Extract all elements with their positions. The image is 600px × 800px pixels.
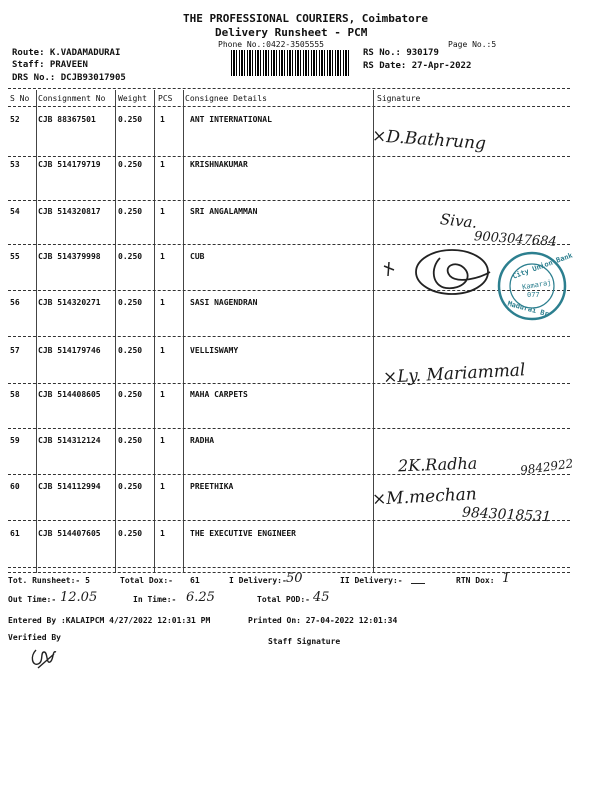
cell-consignment: CJB 514407605 bbox=[38, 529, 101, 538]
col-header-consignment: Consignment No bbox=[38, 94, 106, 103]
total-dox-value: 61 bbox=[190, 576, 200, 585]
cell-pcs: 1 bbox=[160, 115, 165, 124]
out-time-label: Out Time:- bbox=[8, 595, 57, 604]
cell-weight: 0.250 bbox=[118, 160, 143, 169]
row-divider bbox=[8, 156, 570, 157]
table-header-rule bbox=[8, 106, 570, 107]
cell-pcs: 1 bbox=[160, 390, 165, 399]
cell-pcs: 1 bbox=[160, 252, 165, 261]
cell-sno: 57 bbox=[10, 346, 20, 355]
cell-pcs: 1 bbox=[160, 482, 165, 491]
cell-consignee: MAHA CARPETS bbox=[190, 390, 248, 399]
cell-pcs: 1 bbox=[160, 529, 165, 538]
cell-weight: 0.250 bbox=[118, 390, 143, 399]
cell-consignee: SRI ANGALAMMAN bbox=[190, 207, 258, 216]
signature-row-52: ×D.Bathrung bbox=[371, 126, 487, 154]
cell-consignment: CJB 514179719 bbox=[38, 160, 101, 169]
col-header-pcs: PCS bbox=[158, 94, 173, 103]
i-delivery-label: I Delivery:- bbox=[229, 576, 287, 585]
cell-consignment: CJB 514312124 bbox=[38, 436, 101, 445]
cell-sno: 52 bbox=[10, 115, 20, 124]
verified-by-label: Verified By bbox=[8, 633, 61, 642]
signature-row-54: Siva. bbox=[439, 210, 479, 232]
table-row bbox=[0, 482, 600, 498]
cell-weight: 0.250 bbox=[118, 529, 143, 538]
cell-consignment: CJB 88367501 bbox=[38, 115, 96, 124]
cell-pcs: 1 bbox=[160, 207, 165, 216]
cell-weight: 0.250 bbox=[118, 207, 143, 216]
cell-sno: 59 bbox=[10, 436, 20, 445]
phone-number: Phone No.:0422-3505555 bbox=[218, 40, 324, 49]
cell-sno: 61 bbox=[10, 529, 20, 538]
col-header-sno: S No bbox=[10, 94, 30, 103]
cell-pcs: 1 bbox=[160, 346, 165, 355]
cell-consignment: CJB 514112994 bbox=[38, 482, 101, 491]
cell-consignee: ANT INTERNATIONAL bbox=[190, 115, 272, 124]
stamp-text-bank: City Union Bank bbox=[511, 251, 574, 281]
cell-consignment: CJB 514320271 bbox=[38, 298, 101, 307]
staff: Staff: PRAVEEN bbox=[12, 60, 88, 70]
cell-consignee: KRISHNAKUMAR bbox=[190, 160, 248, 169]
stamp-text-code: 077 bbox=[527, 291, 540, 299]
cell-consignee: VELLISWAMY bbox=[190, 346, 239, 355]
printed-on: Printed On: 27-04-2022 12:01:34 bbox=[248, 616, 398, 625]
cell-sno: 56 bbox=[10, 298, 20, 307]
signature-row-57: ×Ly. Mariammal bbox=[382, 360, 526, 388]
cell-sno: 54 bbox=[10, 207, 20, 216]
cell-weight: 0.250 bbox=[118, 436, 143, 445]
table-top-rule bbox=[8, 88, 570, 89]
cell-weight: 0.250 bbox=[118, 298, 143, 307]
table-row bbox=[0, 390, 600, 406]
cell-weight: 0.250 bbox=[118, 115, 143, 124]
cell-weight: 0.250 bbox=[118, 252, 143, 261]
i-delivery-value: 50 bbox=[286, 571, 303, 586]
cell-consignment: CJB 514408605 bbox=[38, 390, 101, 399]
row-divider bbox=[8, 567, 570, 568]
total-dox-label: Total Dox:- bbox=[120, 576, 173, 585]
verified-by-signature bbox=[28, 646, 64, 672]
entered-by: Entered By :KALAIPCM 4/27/2022 12:01:31 PM bbox=[8, 616, 211, 625]
company-name: THE PROFESSIONAL COURIERS, Coimbatore bbox=[183, 12, 429, 25]
in-time-label: In Time:- bbox=[133, 595, 177, 604]
cell-consignment: CJB 514179746 bbox=[38, 346, 101, 355]
table-row bbox=[0, 160, 600, 176]
cell-consignee: RADHA bbox=[190, 436, 215, 445]
staff-signature-label: Staff Signature bbox=[268, 637, 341, 646]
cell-weight: 0.250 bbox=[118, 346, 143, 355]
row-divider bbox=[8, 474, 570, 475]
stamp-text-location: Madurai Br bbox=[506, 299, 550, 319]
rs-date: RS Date: 27-Apr-2022 bbox=[363, 61, 472, 71]
rtn-dox-label: RTN Dox: bbox=[456, 576, 495, 585]
cell-consignee: CUB bbox=[190, 252, 205, 261]
table-row bbox=[0, 115, 600, 131]
cell-consignment: CJB 514320817 bbox=[38, 207, 101, 216]
barcode-image bbox=[231, 50, 351, 76]
table-row bbox=[0, 529, 600, 545]
stamp-text-branch: Kamaraj bbox=[521, 278, 552, 292]
cell-pcs: 1 bbox=[160, 436, 165, 445]
runsheet-title: Delivery Runsheet - PCM bbox=[215, 26, 368, 39]
phone-row-54: 9003047684 bbox=[473, 229, 558, 250]
table-row bbox=[0, 346, 600, 362]
cell-consignment: CJB 514379998 bbox=[38, 252, 101, 261]
table-row bbox=[0, 207, 600, 223]
cell-consignee: SASI NAGENDRAN bbox=[190, 298, 258, 307]
route: Route: K.VADAMADURAI bbox=[12, 48, 121, 58]
in-time-value: 6.25 bbox=[186, 590, 215, 605]
cell-consignee: PREETHIKA bbox=[190, 482, 234, 491]
ii-delivery-dash bbox=[411, 583, 425, 584]
signature-row-59: 2K.Radha bbox=[397, 453, 478, 476]
col-header-weight: Weight bbox=[118, 94, 147, 103]
signature-row-55 bbox=[380, 248, 500, 300]
table-row bbox=[0, 436, 600, 452]
total-pod-value: 45 bbox=[313, 590, 330, 605]
row-divider bbox=[8, 428, 570, 429]
col-header-consignee: Consignee Details bbox=[185, 94, 267, 103]
cell-pcs: 1 bbox=[160, 160, 165, 169]
cell-sno: 55 bbox=[10, 252, 20, 261]
row-divider bbox=[8, 383, 570, 384]
drs-number: DRS No.: DCJB93017905 bbox=[12, 73, 126, 83]
row-divider bbox=[8, 336, 570, 337]
phone-row-60: 9843018531 bbox=[461, 504, 552, 526]
signature-row-60: ×M.mechan bbox=[371, 484, 478, 510]
page-number: Page No.:5 bbox=[448, 40, 497, 49]
rs-number: RS No.: 930179 bbox=[363, 48, 439, 58]
cell-sno: 53 bbox=[10, 160, 20, 169]
row-divider bbox=[8, 200, 570, 201]
cell-consignee: THE EXECUTIVE ENGINEER bbox=[190, 529, 296, 538]
cell-sno: 60 bbox=[10, 482, 20, 491]
col-header-signature: Signature bbox=[377, 94, 421, 103]
phone-row-59: 9842922 bbox=[519, 456, 575, 478]
total-pod-label: Total POD:- bbox=[257, 595, 310, 604]
rtn-dox-value: 1 bbox=[502, 571, 511, 586]
cell-pcs: 1 bbox=[160, 298, 165, 307]
ii-delivery-label: II Delivery:- bbox=[340, 576, 403, 585]
cell-weight: 0.250 bbox=[118, 482, 143, 491]
total-runsheet: Tot. Runsheet:- 5 bbox=[8, 576, 90, 585]
cell-sno: 58 bbox=[10, 390, 20, 399]
out-time-value: 12.05 bbox=[60, 590, 98, 605]
